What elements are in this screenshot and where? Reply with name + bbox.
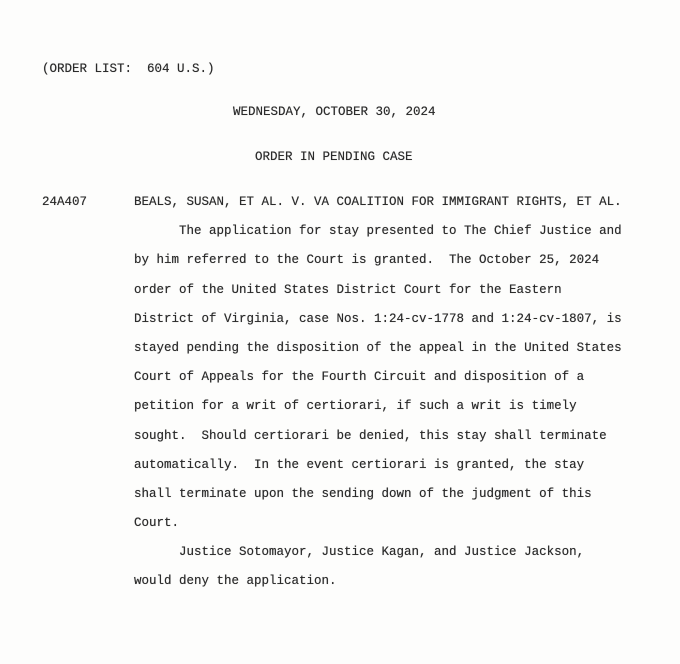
dissent-text-line: Justice Sotomayor, Justice Kagan, and Justice Jackson, <box>134 545 585 560</box>
order-text-line: automatically. In the event certiorari is granted, the stay <box>134 457 585 472</box>
dissent-text-block <box>134 538 680 596</box>
order-text-line: petition for a writ of certiorari, if such a writ is timely <box>134 399 577 414</box>
dissent-text-line: would deny the application. <box>134 574 337 589</box>
order-text-line: order of the United States District Court for the Eastern <box>134 282 562 297</box>
case-title: BEALS, SUSAN, ET AL. V. VA COALITION FOR IMMIGRANT RIGHTS, ET AL. <box>134 195 622 209</box>
order-list-volume: (ORDER LIST: 604 U.S.) <box>42 62 215 76</box>
order-text-line: Court. <box>134 516 180 531</box>
order-text-line: sought. Should certiorari be denied, this stay shall terminate <box>134 428 607 443</box>
order-body <box>134 217 680 596</box>
docket-number: 24A407 <box>42 195 88 209</box>
case-heading <box>0 188 680 217</box>
order-text-line: Court of Appeals for the Fourth Circuit and disposition of a <box>134 370 585 385</box>
order-text-line: stayed pending the disposition of the appeal in the United States <box>134 340 622 355</box>
order-text-line: District of Virginia, case Nos. 1:24-cv-1778 and 1:24-cv-1807, is <box>134 311 622 326</box>
order-text-line: shall terminate upon the sending down of the judgment of this <box>134 486 592 501</box>
order-text-block <box>134 217 680 538</box>
order-date: WEDNESDAY, OCTOBER 30, 2024 <box>233 105 436 119</box>
order-text-line: The application for stay presented to The Chief Justice and <box>134 224 622 239</box>
order-text-line: by him referred to the Court is granted. The October 25, 2024 <box>134 253 600 268</box>
section-title: ORDER IN PENDING CASE <box>255 150 413 164</box>
